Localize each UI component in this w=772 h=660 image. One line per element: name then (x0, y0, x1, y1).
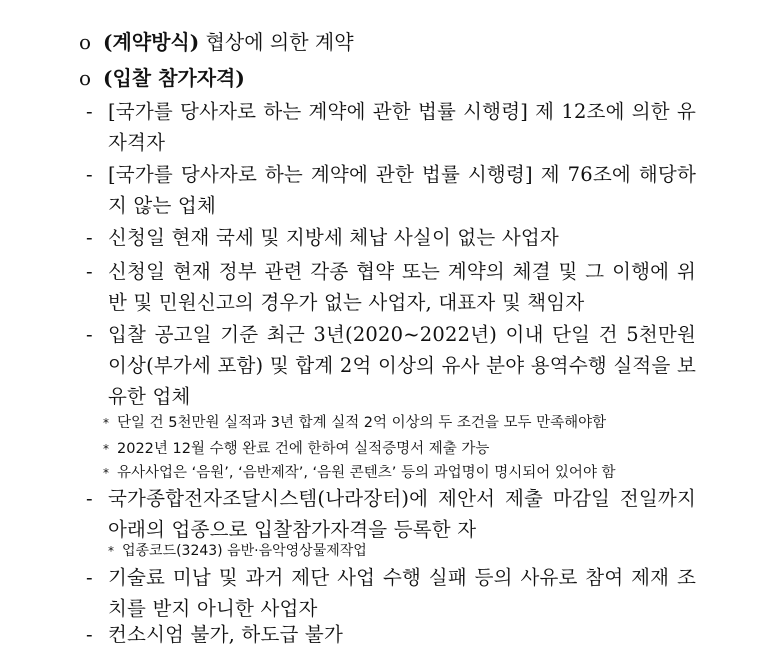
asterisk-icon: * (103, 442, 109, 456)
dash-marker: - (86, 260, 93, 283)
section-label: (계약방식) (103, 30, 200, 54)
note-item (103, 413, 703, 433)
dash-marker: - (86, 566, 93, 589)
qualification-text: 국가종합전자조달시스템(나라장터)에 제안서 제출 마감일 전일까지 아래의 업종으로 입찰참가자격을 등록한 자 (108, 487, 696, 541)
section-text: 협상에 의한 계약 (199, 30, 354, 54)
qualification-item (86, 562, 696, 624)
qualification-item (86, 256, 696, 318)
note-item (103, 439, 703, 459)
section-marker: o (79, 30, 92, 54)
note-text: 유사사업은 ‘음원’, ‘음반제작’, ‘음원 콘텐츠’ 등의 과업명이 명시되어 있어야 함 (117, 465, 616, 481)
qualification-text: 신청일 현재 국세 및 지방세 체납 사실이 없는 사업자 (108, 226, 559, 249)
dash-marker: - (86, 323, 93, 346)
dash-marker: - (86, 100, 93, 123)
note-text: 단일 건 5천만원 실적과 3년 합계 실적 2억 이상의 두 조건을 모두 만족해야함 (117, 415, 607, 431)
note-text: 2022년 12월 수행 완료 건에 한하여 실적증명서 제출 가능 (117, 441, 490, 457)
asterisk-icon: * (103, 466, 109, 480)
note-item (108, 541, 708, 561)
qualification-text: 신청일 현재 정부 관련 각종 협약 또는 계약의 체결 및 그 이행에 위반 및 민원신고의 경우가 없는 사업자, 대표자 및 책임자 (108, 260, 696, 314)
asterisk-icon: * (108, 544, 114, 558)
dash-marker: - (86, 487, 93, 510)
dash-marker: - (86, 163, 93, 186)
qualification-item (86, 319, 696, 412)
section-bid-qualification (79, 66, 245, 90)
qualification-item (86, 222, 696, 253)
note-text: 업종코드(3243) 음반·음악영상물제작업 (122, 543, 367, 559)
qualification-item (86, 159, 696, 221)
qualification-text: 입찰 공고일 기준 최근 3년(2020~2022년) 이내 단일 건 5천만원 이상(부가세 포함) 및 합계 2억 이상의 유사 분야 용역수행 실적을 보유한 업체 (108, 323, 696, 408)
qualification-item (86, 483, 696, 545)
qualification-text: [국가를 당사자로 하는 계약에 관한 법률 시행령] 제 12조에 의한 유자격자 (108, 100, 696, 154)
qualification-text: [국가를 당사자로 하는 계약에 관한 법률 시행령] 제 76조에 해당하지 않는 업체 (108, 163, 696, 217)
section-marker: o (79, 66, 92, 90)
asterisk-icon: * (103, 416, 109, 430)
note-item (103, 463, 703, 483)
section-contract-method (79, 30, 354, 54)
qualification-text: 컨소시엄 불가, 하도급 불가 (108, 623, 344, 646)
qualification-item (86, 619, 696, 650)
qualification-item (86, 96, 696, 158)
dash-marker: - (86, 226, 93, 249)
dash-marker: - (86, 623, 93, 646)
section-label: (입찰 참가자격) (103, 66, 245, 90)
qualification-text: 기술료 미납 및 과거 제단 사업 수행 실패 등의 사유로 참여 제재 조치를 받지 아니한 사업자 (108, 566, 696, 620)
